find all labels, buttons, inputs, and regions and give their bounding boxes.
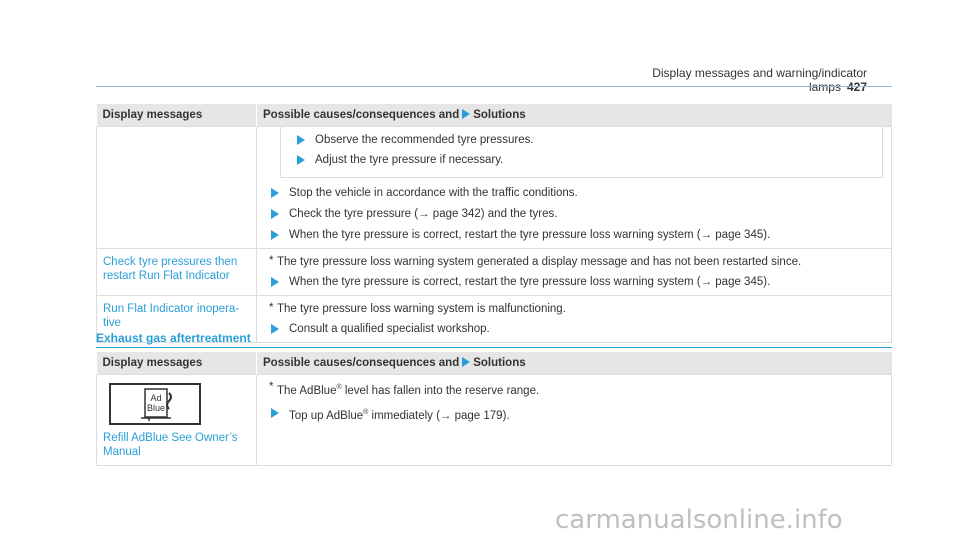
arrow-icon (271, 209, 279, 219)
solution-step: Check the tyre pressure (→ page 342) and the tyres. (263, 207, 885, 221)
arrow-icon (462, 357, 470, 367)
solution-cell (257, 249, 892, 296)
solution-step: Adjust the tyre pressure if necessary. (289, 153, 876, 167)
messages-table-tyres (96, 104, 892, 343)
solution-step: Top up AdBlue® immediately (→ page 179). (263, 406, 885, 423)
message-cell (97, 375, 257, 466)
cause-note: * The tyre pressure loss warning system generated a display message and has not been restarted since. (269, 255, 802, 268)
adblue-icon (109, 383, 201, 425)
svg-text:Blue: Blue (146, 403, 166, 413)
table-row (97, 375, 892, 466)
message-text: Refill AdBlue See Owner’s Manual (103, 432, 238, 458)
column-header-messages: Display messages (97, 104, 257, 127)
section-title: Exhaust gas aftertreatment (96, 331, 892, 348)
page-number: 427 (846, 80, 867, 94)
svg-text:Ad: Ad (150, 393, 162, 403)
message-cell: Run Flat Indicator inopera-tive (97, 296, 257, 343)
arrow-icon (271, 277, 279, 287)
solution-step: Observe the recommended tyre pressures. (289, 133, 876, 147)
solution-step: When the tyre pressure is correct, restart the tyre pressure loss warning system (→ page 345). (263, 228, 885, 242)
solution-step: When the tyre pressure is correct, restart the tyre pressure loss warning system (→ page 345). (263, 275, 885, 289)
solution-cell (257, 127, 892, 249)
cause-note: * The tyre pressure loss warning system is malfunctioning. (269, 302, 566, 315)
column-header-messages: Display messages (97, 352, 257, 375)
solution-cell (257, 375, 892, 466)
header-divider (96, 86, 892, 87)
page-header (620, 66, 867, 94)
adblue-tank-icon (111, 385, 199, 423)
table-row (97, 127, 892, 249)
table-row (97, 249, 892, 296)
cause-note: * The AdBlue® level has fallen into the reserve range. (269, 381, 540, 397)
arrow-icon (297, 135, 305, 145)
header-title: Display messages and warning/indicator lamps (652, 66, 867, 94)
column-header-causes: Possible causes/consequences and Solutions (257, 352, 892, 375)
arrow-icon (271, 230, 279, 240)
message-cell (97, 127, 257, 249)
inner-solution-box (280, 126, 883, 178)
arrow-icon (462, 109, 470, 119)
arrow-icon (271, 408, 279, 418)
column-header-causes: Possible causes/consequences and Solutions (257, 104, 892, 127)
messages-table-adblue (96, 352, 892, 466)
message-cell: Check tyre pressures then restart Run Flat Indicator (97, 249, 257, 296)
arrow-icon (297, 155, 305, 165)
solution-step: Consult a qualified specialist workshop. (263, 322, 885, 336)
watermark: carmanualsonline.info (555, 505, 843, 535)
arrow-icon (271, 188, 279, 198)
solution-step: Stop the vehicle in accordance with the traffic conditions. (263, 186, 885, 200)
